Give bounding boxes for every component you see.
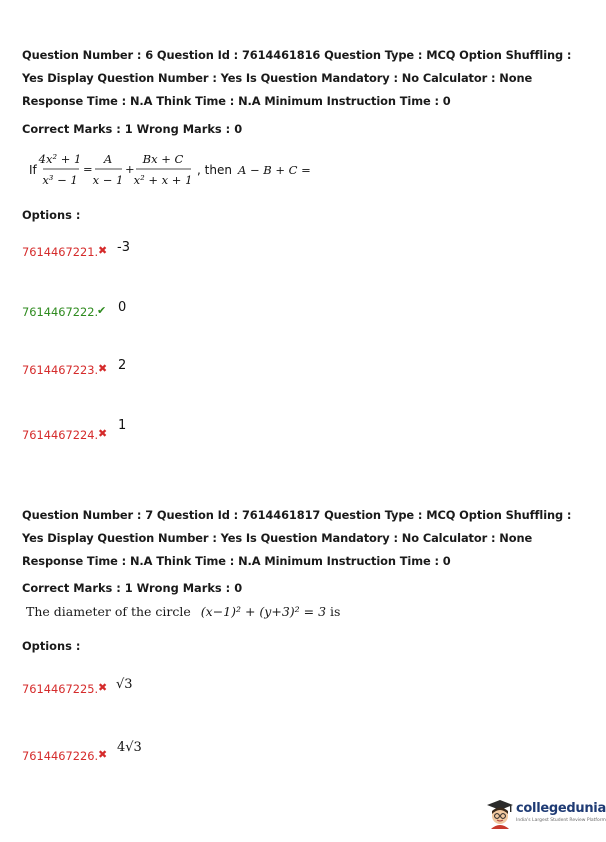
option-value: 1 xyxy=(118,418,127,433)
graduate-avatar-icon xyxy=(486,799,514,829)
option-id: 7614467225. xyxy=(22,682,99,696)
question-7-stem xyxy=(26,604,340,619)
question-7-marks: Correct Marks : 1 Wrong Marks : 0 xyxy=(22,581,243,595)
stem-prefix: If xyxy=(29,163,37,177)
option-value: 4√3 xyxy=(117,740,142,755)
stem-expression: A − B + C = xyxy=(238,163,311,177)
option-value: 2 xyxy=(118,358,127,373)
logo-tagline: India's Largest Student Review Platform xyxy=(516,818,606,823)
stem-text: The diameter of the circle xyxy=(26,604,191,619)
term1-denominator: x − 1 xyxy=(92,173,124,187)
question-6-stem xyxy=(29,148,329,194)
circle-equation: (x−1)² + (y+3)² = 3 xyxy=(200,604,327,619)
wrong-mark-icon: ✖ xyxy=(98,362,108,375)
question-6-options-label: Options : xyxy=(22,208,81,222)
correct-check-icon: ✔ xyxy=(97,304,107,317)
wrong-mark-icon: ✖ xyxy=(98,681,108,694)
logo-wordmark: collegedunia xyxy=(516,801,606,816)
plus-sign: + xyxy=(125,162,135,176)
option-id: 7614467226. xyxy=(22,749,99,763)
option-id: 7614467223. xyxy=(22,363,99,377)
wrong-mark-icon: ✖ xyxy=(98,244,108,257)
term2-denominator: x² + x + 1 xyxy=(133,173,193,187)
collegedunia-logo[interactable] xyxy=(486,798,606,832)
option-id: 7614467224. xyxy=(22,428,99,442)
equals-sign: = xyxy=(83,162,93,176)
question-6-marks: Correct Marks : 1 Wrong Marks : 0 xyxy=(22,122,243,136)
term2-numerator: Bx + C xyxy=(142,152,184,166)
question-6-meta: Question Number : 6 Question Id : 7614461816 Question Type : MCQ Option Shuffling : Yes Display Question Number : Yes Is Question Mandatory : No Calculator : None Response Time : N.A Think Time : N.A Minimum Instruction Time : 0 xyxy=(22,48,572,108)
option-value: -3 xyxy=(117,240,130,255)
option-value: √3 xyxy=(116,677,133,692)
lhs-numerator: 4x² + 1 xyxy=(38,152,82,166)
option-value: 0 xyxy=(118,300,127,315)
stem-suffix: is xyxy=(330,604,341,619)
option-id: 7614467221. xyxy=(22,245,99,259)
stem-suffix: , then xyxy=(197,163,232,177)
option-id: 7614467222. xyxy=(22,305,99,319)
lhs-denominator: x³ − 1 xyxy=(42,173,78,187)
wrong-mark-icon: ✖ xyxy=(98,427,108,440)
term1-numerator: A xyxy=(103,152,113,166)
wrong-mark-icon: ✖ xyxy=(98,748,108,761)
question-7-meta: Question Number : 7 Question Id : 7614461817 Question Type : MCQ Option Shuffling : Yes Display Question Number : Yes Is Question Mandatory : No Calculator : None Response Time : N.A Think Time : N.A Minimum Instruction Time : 0 xyxy=(22,508,572,568)
question-7-options-label: Options : xyxy=(22,639,81,653)
